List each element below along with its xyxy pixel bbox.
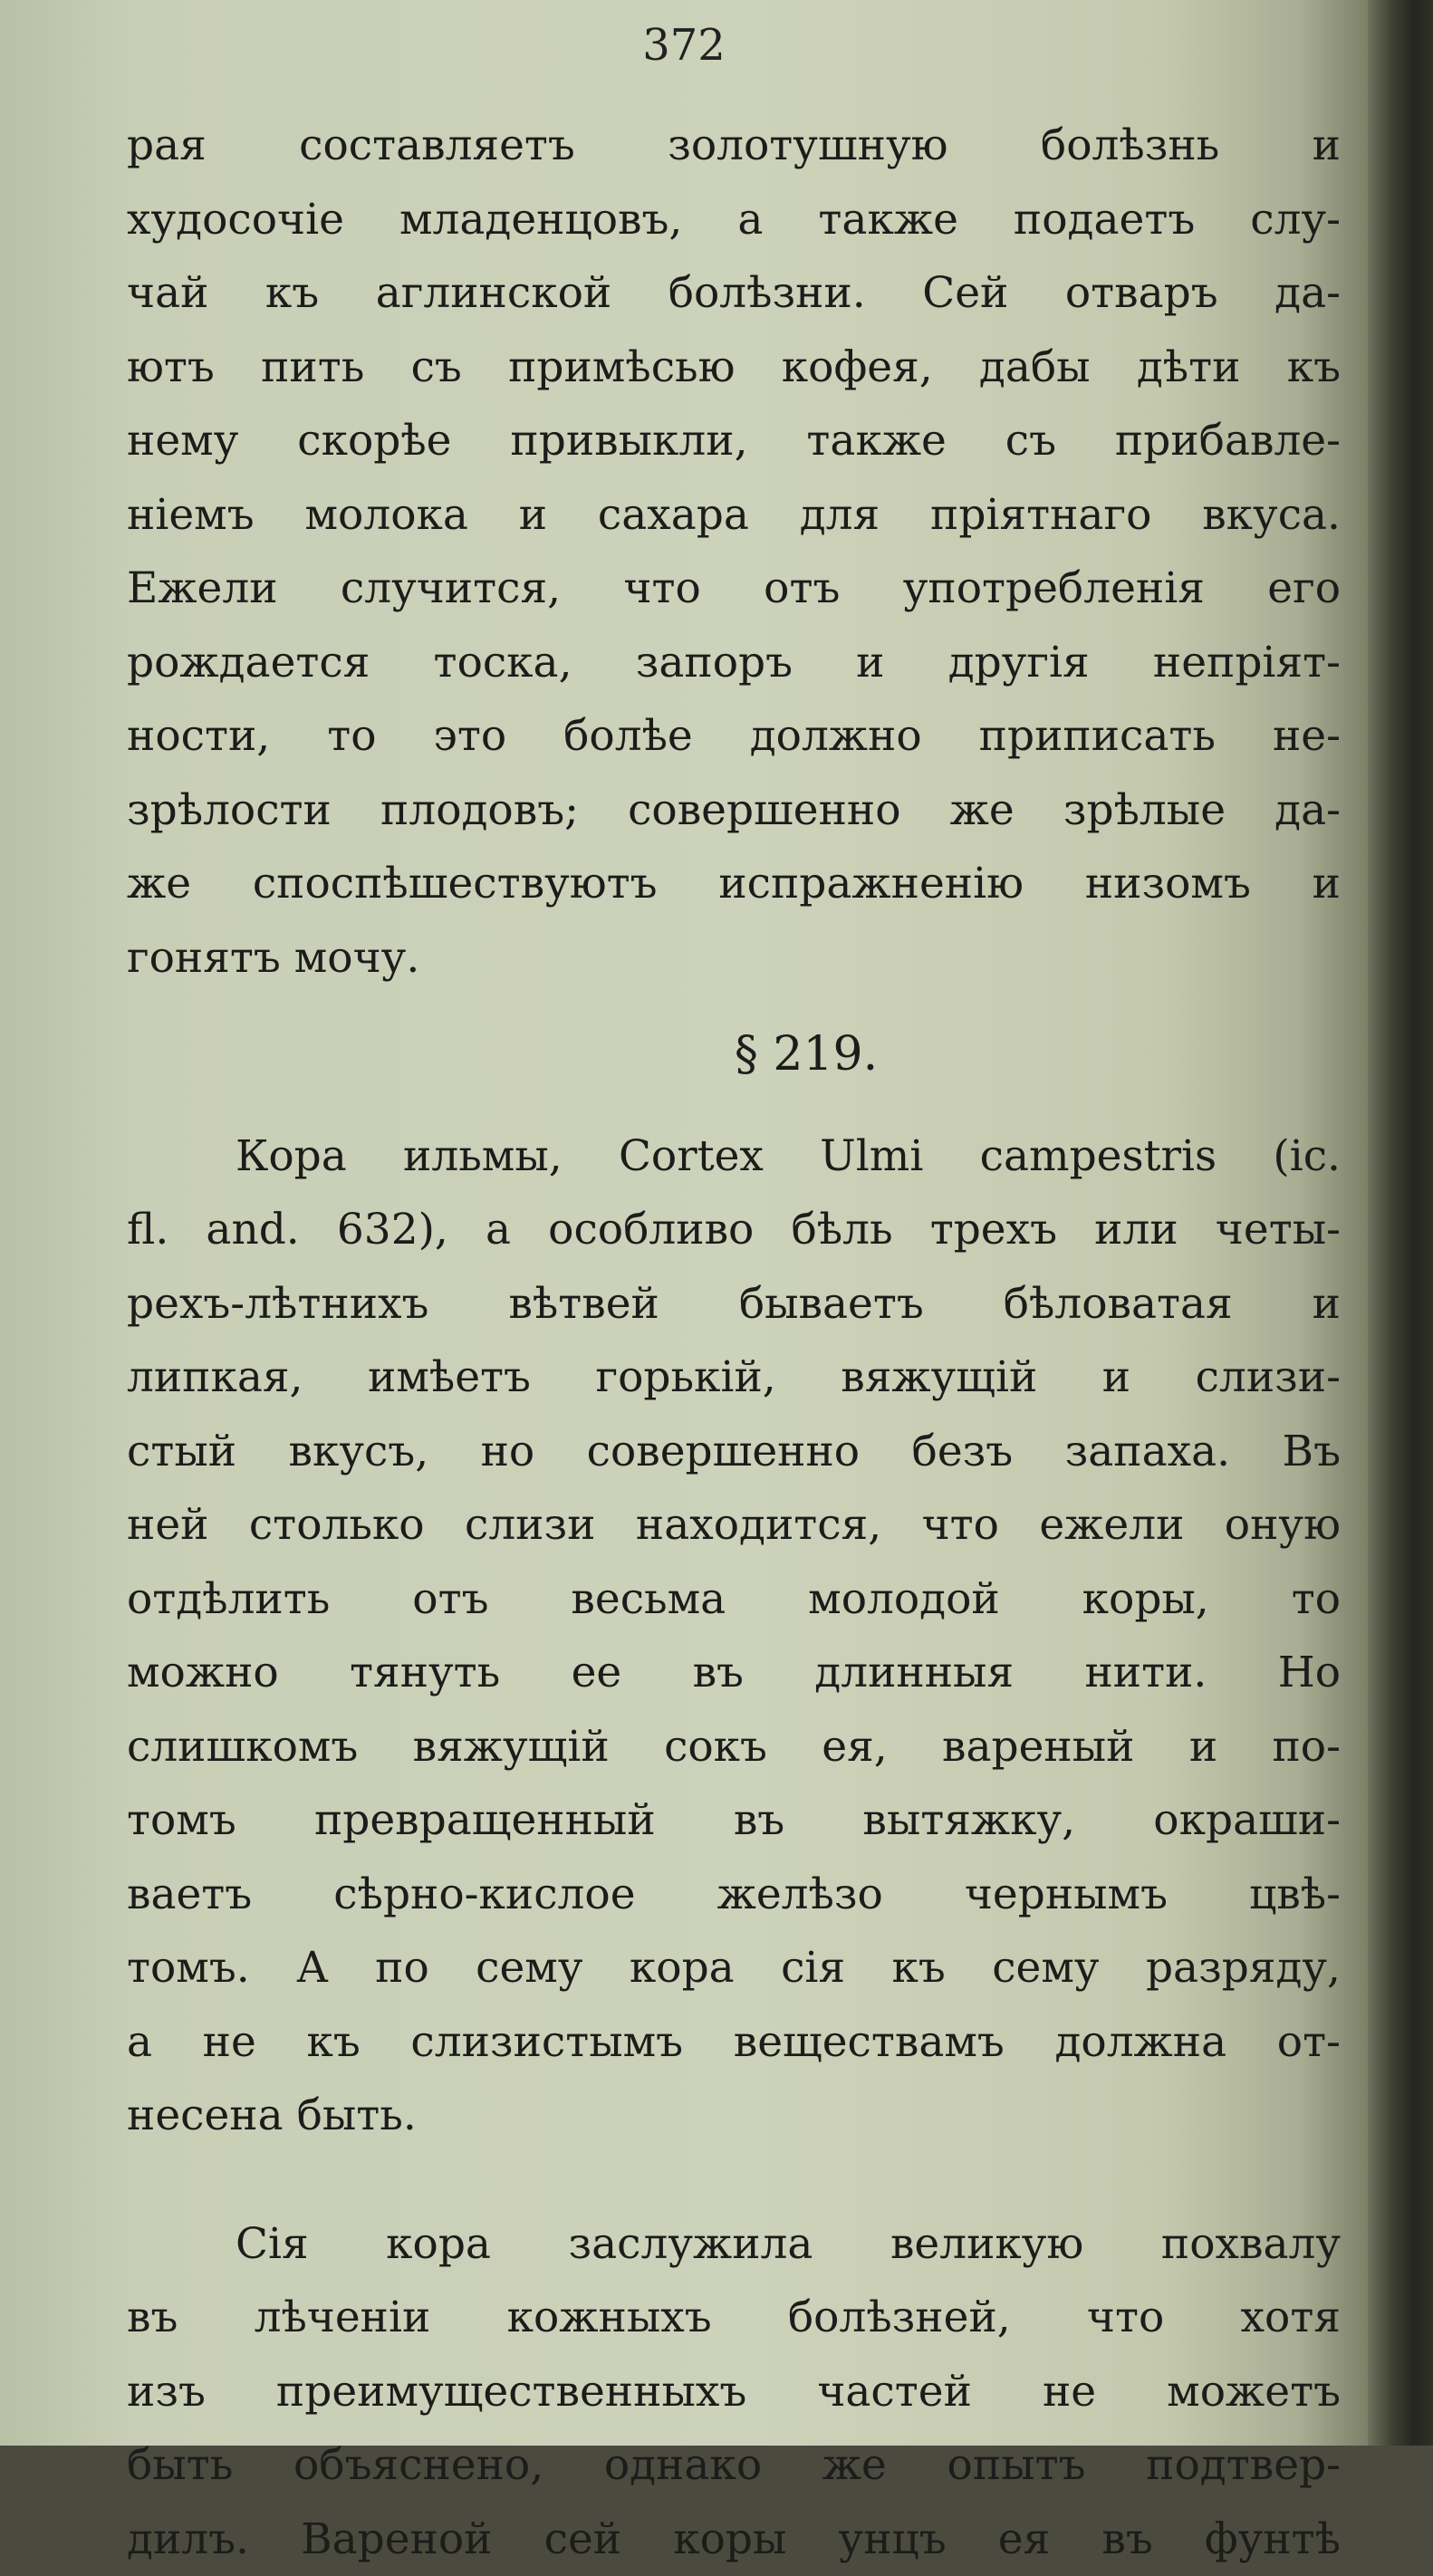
- paragraph-3: [127, 2207, 1341, 2576]
- text-line: въ лѣченіи кожныхъ болѣзней, что хотя: [127, 2281, 1341, 2355]
- text-line: изъ преимущественныхъ частей не можетъ: [127, 2355, 1341, 2429]
- text-line: Кора ильмы, Cortex Ulmi campestris (ic.: [127, 1120, 1341, 1194]
- text-line: Сія кора заслужила великую похвалу: [127, 2207, 1341, 2282]
- text-line: рехъ-лѣтнихъ вѣтвей бываетъ бѣловатая и: [127, 1267, 1341, 1341]
- page-body-text: [127, 109, 1341, 2576]
- text-line: худосочіе младенцовъ, а также подаетъ слу-: [127, 183, 1341, 257]
- text-line: ютъ пить съ примѣсью кофея, дабы дѣти къ: [127, 331, 1341, 405]
- text-line: быть объяснено, однако же опытъ подтвер-: [127, 2428, 1341, 2503]
- text-line: ніемъ молока и сахара для пріятнаго вкуса.: [127, 478, 1341, 553]
- text-line: рождается тоска, запоръ и другія непріят-: [127, 626, 1341, 700]
- paragraph-gap: [127, 2153, 1341, 2207]
- paragraph-1: [127, 109, 1341, 995]
- text-line: нему скорѣе привыкли, также съ прибавле-: [127, 404, 1341, 478]
- text-line: Ежели случится, что отъ употребленія его: [127, 552, 1341, 626]
- text-line: ней столько слизи находится, что ежели оную: [127, 1488, 1341, 1562]
- text-line: зрѣлости плодовъ; совершенно же зрѣлые да-: [127, 774, 1341, 848]
- text-line: а не къ слизистымъ веществамъ должна от-: [127, 2005, 1341, 2080]
- text-line: отдѣлить отъ весьма молодой коры, то: [127, 1562, 1341, 1637]
- text-line: слишкомъ вяжущій сокъ ея, вареный и по-: [127, 1710, 1341, 1784]
- text-line: липкая, имѣетъ горькій, вяжущій и слизи-: [127, 1341, 1341, 1415]
- text-line: можно тянуть ее въ длинныя нити. Но: [127, 1636, 1341, 1710]
- text-line: несена быть.: [127, 2079, 1341, 2153]
- paragraph-2: [127, 1120, 1341, 2153]
- section-heading: § 219.: [127, 1018, 1341, 1092]
- text-line: томъ. А по сему кора сія къ сему разряду,: [127, 1931, 1341, 2005]
- text-line: ваетъ сѣрно-кислое желѣзо чернымъ цвѣ-: [127, 1858, 1341, 1932]
- page-number: 372: [0, 20, 1368, 71]
- text-line: fl. and. 632), а особливо бѣль трехъ или четы-: [127, 1193, 1341, 1267]
- text-line: томъ превращенный въ вытяжку, окраши-: [127, 1783, 1341, 1858]
- text-line: гонятъ мочу.: [127, 921, 1341, 995]
- book-spine: [1368, 0, 1433, 2446]
- text-line: дилъ. Вареной сей коры унцъ ея въ фунтѣ: [127, 2503, 1341, 2576]
- text-line: ности, то это болѣе должно приписать не-: [127, 699, 1341, 774]
- text-line: же споспѣшествуютъ испражненію низомъ и: [127, 847, 1341, 921]
- text-line: рая составляетъ золотушную болѣзнь и: [127, 109, 1341, 183]
- text-line: чай къ аглинской болѣзни. Сей отваръ да-: [127, 256, 1341, 331]
- text-line: стый вкусъ, но совершенно безъ запаха. Въ: [127, 1415, 1341, 1489]
